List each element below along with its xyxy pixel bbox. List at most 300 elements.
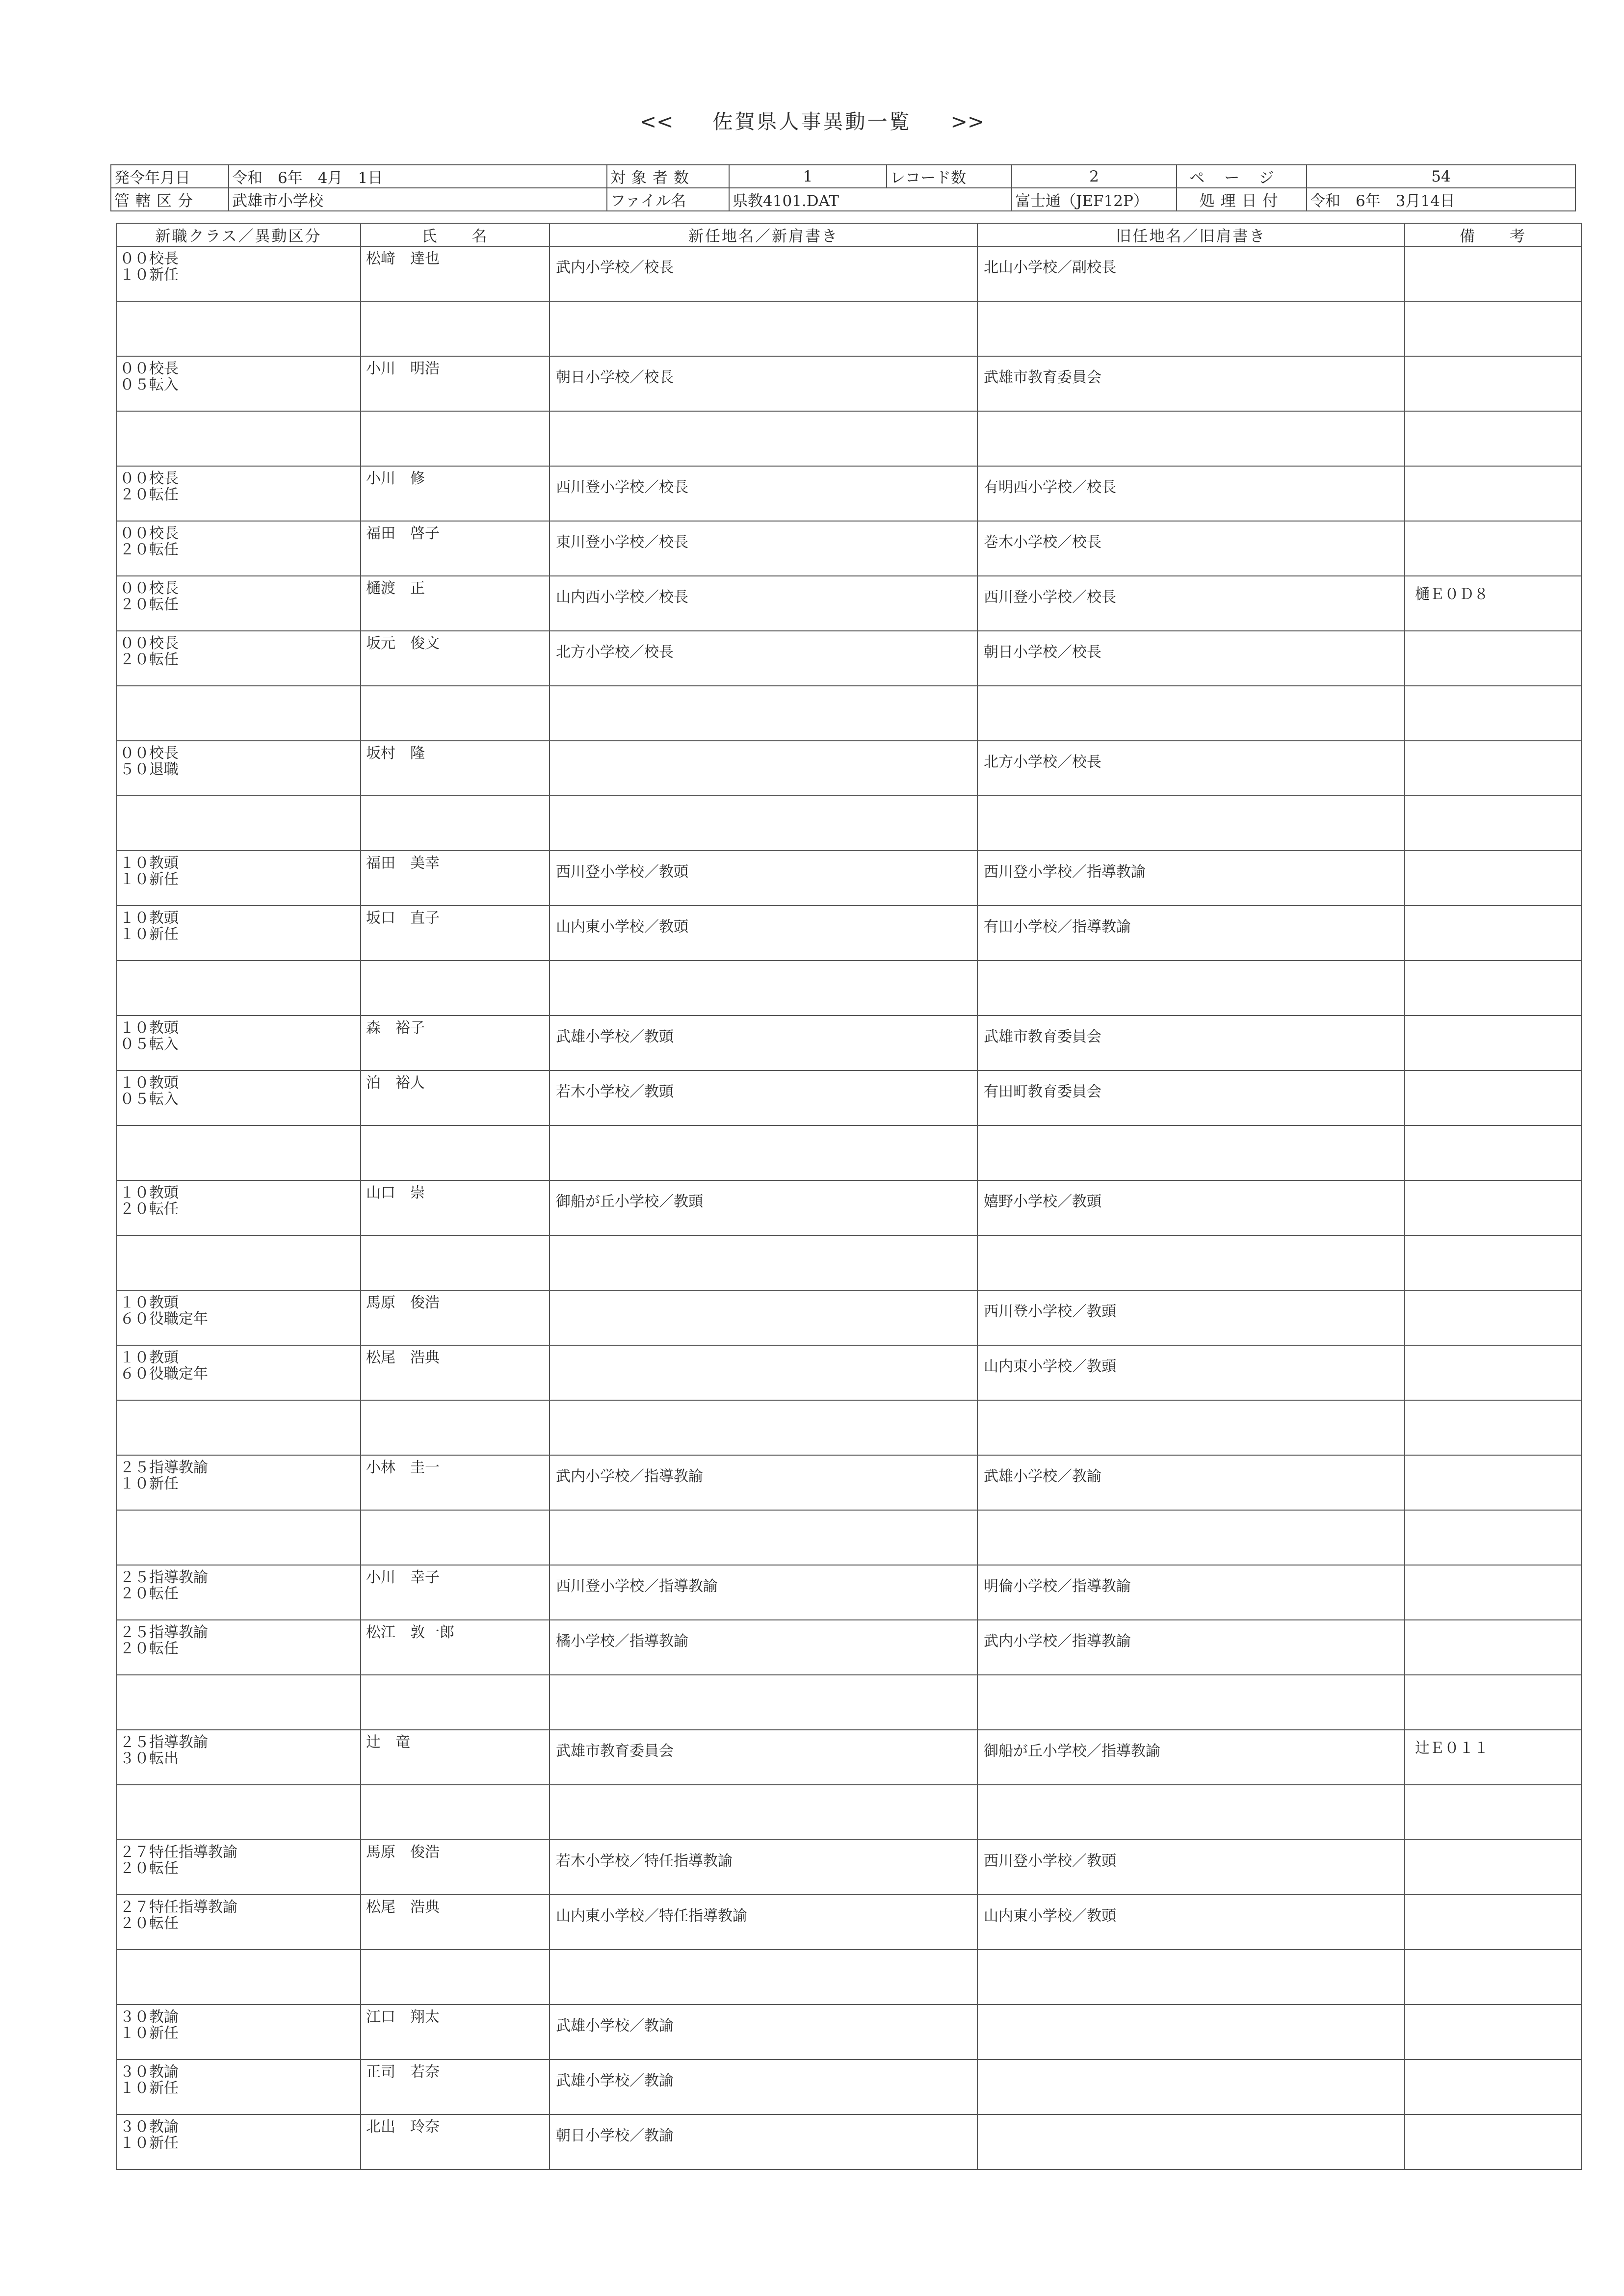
name-cell bbox=[361, 1235, 550, 1290]
remarks-cell-text bbox=[1405, 247, 1581, 257]
class-cell bbox=[116, 1070, 361, 1125]
remarks-cell-text bbox=[1405, 1840, 1581, 1850]
remarks-cell-text bbox=[1405, 741, 1581, 751]
old-post-cell-text: 御船が丘小学校／指導教諭 bbox=[984, 1743, 1160, 1760]
name-cell bbox=[361, 631, 550, 686]
new-post-cell-text: 北方小学校／校長 bbox=[556, 644, 674, 661]
class-cell bbox=[116, 1180, 361, 1235]
name-cell-text bbox=[361, 1236, 549, 1240]
old-post-cell bbox=[977, 521, 1405, 576]
old-post-cell bbox=[977, 1675, 1405, 1730]
table-row bbox=[116, 851, 1581, 906]
remarks-cell-text bbox=[1405, 2060, 1581, 2070]
name-cell bbox=[361, 1950, 550, 2005]
name-cell-text: 小川 幸子 bbox=[366, 1569, 440, 1586]
class-cell-text: １０教頭 ０５転入 bbox=[120, 1019, 179, 1053]
title-right-mark: >> bbox=[950, 110, 985, 133]
old-post-cell bbox=[977, 1235, 1405, 1290]
remarks-cell bbox=[1405, 1016, 1581, 1070]
old-post-cell bbox=[977, 1565, 1405, 1620]
remarks-cell-text bbox=[1405, 302, 1581, 312]
old-post-cell-text bbox=[978, 686, 1404, 699]
new-post-cell-text bbox=[550, 1675, 977, 1688]
file-label: ファイル名 bbox=[607, 188, 729, 211]
remarks-cell bbox=[1405, 741, 1581, 796]
remarks-cell bbox=[1405, 1950, 1581, 2005]
new-post-cell bbox=[550, 2060, 977, 2114]
table-row bbox=[116, 1730, 1581, 1785]
remarks-cell-text bbox=[1405, 1346, 1581, 1356]
page-label: ページ bbox=[1177, 165, 1307, 188]
old-post-cell bbox=[977, 961, 1405, 1016]
class-cell bbox=[116, 1895, 361, 1950]
class-cell-text: ００校長 ５０退職 bbox=[120, 745, 179, 778]
name-cell bbox=[361, 1180, 550, 1235]
name-cell-text: 馬原 俊浩 bbox=[366, 1844, 440, 1861]
table-row bbox=[116, 521, 1581, 576]
remarks-cell-text bbox=[1405, 796, 1581, 806]
table-row bbox=[116, 1290, 1581, 1345]
old-post-cell bbox=[977, 1016, 1405, 1070]
new-post-cell-text bbox=[550, 686, 977, 699]
class-cell bbox=[116, 1565, 361, 1620]
name-cell-text: 北出 玲奈 bbox=[366, 2118, 440, 2136]
old-post-cell bbox=[977, 906, 1405, 961]
new-post-cell bbox=[550, 356, 977, 411]
name-cell-text bbox=[361, 1401, 549, 1405]
table-row bbox=[116, 246, 1581, 301]
new-post-cell bbox=[550, 411, 977, 466]
new-post-cell-text bbox=[550, 796, 977, 809]
new-post-cell bbox=[550, 961, 977, 1016]
class-cell-text: ００校長 ２０転任 bbox=[120, 470, 179, 503]
table-row bbox=[116, 1345, 1581, 1400]
remarks-cell-text bbox=[1405, 1071, 1581, 1081]
old-post-cell bbox=[977, 796, 1405, 851]
remarks-cell bbox=[1405, 906, 1581, 961]
remarks-cell bbox=[1405, 631, 1581, 686]
name-cell bbox=[361, 741, 550, 796]
remarks-cell-text bbox=[1405, 1895, 1581, 1905]
new-post-cell bbox=[550, 851, 977, 906]
name-cell-text bbox=[361, 1511, 549, 1514]
new-post-cell bbox=[550, 1070, 977, 1125]
name-cell-text: 小川 修 bbox=[366, 470, 425, 487]
remarks-cell-text bbox=[1405, 1401, 1581, 1410]
remarks-cell bbox=[1405, 796, 1581, 851]
header-row-2 bbox=[111, 188, 1575, 211]
name-cell bbox=[361, 521, 550, 576]
name-cell bbox=[361, 466, 550, 521]
document-title bbox=[0, 105, 1624, 134]
name-cell bbox=[361, 2114, 550, 2169]
name-cell bbox=[361, 851, 550, 906]
name-cell-text: 坂村 隆 bbox=[366, 745, 425, 762]
new-post-cell bbox=[550, 2114, 977, 2169]
class-cell bbox=[116, 301, 361, 356]
old-post-cell bbox=[977, 631, 1405, 686]
remarks-cell bbox=[1405, 1235, 1581, 1290]
remarks-cell bbox=[1405, 1620, 1581, 1675]
class-cell bbox=[116, 521, 361, 576]
name-cell-text: 山口 崇 bbox=[366, 1184, 425, 1201]
old-post-cell-text: 朝日小学校／校長 bbox=[984, 644, 1101, 661]
new-post-cell-text bbox=[550, 1401, 977, 1413]
remarks-cell-text bbox=[1405, 522, 1581, 531]
name-cell bbox=[361, 301, 550, 356]
old-post-cell bbox=[977, 686, 1405, 741]
remarks-cell-text bbox=[1405, 467, 1581, 476]
old-post-cell-text bbox=[978, 1675, 1404, 1688]
name-cell bbox=[361, 1730, 550, 1785]
record-label: レコード数 bbox=[887, 165, 1012, 188]
new-post-cell bbox=[550, 1125, 977, 1180]
remarks-cell-text bbox=[1405, 1291, 1581, 1301]
remarks-cell bbox=[1405, 1125, 1581, 1180]
remarks-cell bbox=[1405, 1895, 1581, 1950]
old-post-cell-text: 有田町教育委員会 bbox=[984, 1083, 1101, 1100]
name-cell bbox=[361, 1290, 550, 1345]
class-cell bbox=[116, 1455, 361, 1510]
class-cell-text bbox=[117, 1785, 360, 1789]
remarks-cell-text bbox=[1405, 1236, 1581, 1246]
new-post-cell-text bbox=[550, 1346, 977, 1358]
class-cell bbox=[116, 1125, 361, 1180]
remarks-cell bbox=[1405, 246, 1581, 301]
remarks-cell bbox=[1405, 2060, 1581, 2114]
class-cell-text: ３０教諭 １０新任 bbox=[120, 2118, 179, 2152]
new-post-cell bbox=[550, 2005, 977, 2060]
table-row bbox=[116, 1016, 1581, 1070]
name-cell-text: 辻 竜 bbox=[366, 1734, 410, 1751]
class-cell bbox=[116, 1840, 361, 1895]
class-cell-text bbox=[117, 1950, 360, 1954]
class-cell bbox=[116, 1675, 361, 1730]
old-post-cell-text: 西川登小学校／教頭 bbox=[984, 1852, 1116, 1870]
old-post-cell bbox=[977, 1785, 1405, 1840]
old-post-cell-text: 北方小学校／校長 bbox=[984, 754, 1101, 771]
header-row-1 bbox=[111, 165, 1575, 188]
class-cell bbox=[116, 1016, 361, 1070]
remarks-cell bbox=[1405, 1565, 1581, 1620]
old-post-cell-text bbox=[978, 2115, 1404, 2128]
class-cell-text: ００校長 ０５転入 bbox=[120, 360, 179, 393]
title-text: 佐賀県人事異動一覧 bbox=[712, 110, 912, 133]
remarks-cell bbox=[1405, 356, 1581, 411]
new-post-cell bbox=[550, 1950, 977, 2005]
new-post-cell bbox=[550, 1730, 977, 1785]
new-post-cell-text bbox=[550, 1785, 977, 1798]
new-post-cell-text bbox=[550, 741, 977, 754]
new-post-cell bbox=[550, 741, 977, 796]
name-cell-text: 小林 圭一 bbox=[366, 1459, 440, 1476]
new-post-cell-text bbox=[550, 1950, 977, 1963]
new-post-cell bbox=[550, 1400, 977, 1455]
name-cell-text: 福田 美幸 bbox=[366, 855, 440, 872]
table-row bbox=[116, 2114, 1581, 2169]
name-cell-text: 正司 若奈 bbox=[366, 2063, 440, 2081]
remarks-cell-text bbox=[1405, 1511, 1581, 1520]
name-cell-text: 松尾 浩典 bbox=[366, 1899, 440, 1916]
new-post-cell bbox=[550, 1290, 977, 1345]
old-post-cell bbox=[977, 301, 1405, 356]
name-cell bbox=[361, 1620, 550, 1675]
kankatsu-value: 武雄市小学校 bbox=[229, 188, 607, 211]
remarks-cell bbox=[1405, 301, 1581, 356]
class-cell bbox=[116, 1950, 361, 2005]
new-post-cell bbox=[550, 1235, 977, 1290]
name-cell bbox=[361, 1840, 550, 1895]
remarks-cell-text bbox=[1405, 631, 1581, 641]
record-value: 2 bbox=[1012, 165, 1177, 188]
table-row bbox=[116, 741, 1581, 796]
remarks-cell-text: 辻Ｅ０１１ bbox=[1415, 1740, 1489, 1757]
name-cell bbox=[361, 1895, 550, 1950]
new-post-cell-text: 若木小学校／特任指導教諭 bbox=[556, 1852, 733, 1870]
old-post-cell-text: 武雄市教育委員会 bbox=[984, 1028, 1101, 1045]
name-cell bbox=[361, 411, 550, 466]
table-row bbox=[116, 1950, 1581, 2005]
new-post-cell bbox=[550, 686, 977, 741]
new-post-cell-text bbox=[550, 961, 977, 974]
table-row bbox=[116, 1620, 1581, 1675]
name-cell-text: 小川 明浩 bbox=[366, 360, 440, 377]
name-cell-text: 松﨑 達也 bbox=[366, 250, 440, 267]
old-post-cell-text bbox=[978, 2060, 1404, 2073]
table-row bbox=[116, 466, 1581, 521]
old-post-cell-text: 武雄小学校／教諭 bbox=[984, 1468, 1101, 1485]
class-cell bbox=[116, 1785, 361, 1840]
col-remarks-header: 備 考 bbox=[1405, 223, 1581, 246]
table-row bbox=[116, 1180, 1581, 1235]
class-cell-text: ２５指導教諭 ２０転任 bbox=[120, 1569, 208, 1602]
old-post-cell-text bbox=[978, 1950, 1404, 1963]
new-post-cell bbox=[550, 1785, 977, 1840]
class-cell-text bbox=[117, 1401, 360, 1405]
new-post-cell bbox=[550, 1895, 977, 1950]
name-cell-text: 森 裕子 bbox=[366, 1019, 425, 1037]
remarks-cell bbox=[1405, 1400, 1581, 1455]
old-post-cell-text bbox=[978, 1236, 1404, 1249]
remarks-cell-text bbox=[1405, 906, 1581, 916]
table-row bbox=[116, 1235, 1581, 1290]
class-cell bbox=[116, 1620, 361, 1675]
class-cell bbox=[116, 2005, 361, 2060]
remarks-cell-text bbox=[1405, 412, 1581, 421]
remarks-cell-text bbox=[1405, 686, 1581, 696]
table-row bbox=[116, 1510, 1581, 1565]
remarks-cell-text bbox=[1405, 1016, 1581, 1026]
table-row bbox=[116, 961, 1581, 1016]
hatsurei-value: 令和 6年 4月 1日 bbox=[229, 165, 607, 188]
name-cell bbox=[361, 1455, 550, 1510]
name-cell bbox=[361, 576, 550, 631]
class-cell-text bbox=[117, 686, 360, 690]
class-cell-text bbox=[117, 796, 360, 800]
name-cell bbox=[361, 796, 550, 851]
class-cell-text: ００校長 ２０転任 bbox=[120, 635, 179, 668]
kankatsu-label: 管轄区分 bbox=[111, 188, 229, 211]
remarks-cell bbox=[1405, 2114, 1581, 2169]
old-post-cell bbox=[977, 576, 1405, 631]
col-old-post-header: 旧任地名／旧肩書き bbox=[977, 223, 1405, 246]
remarks-cell bbox=[1405, 686, 1581, 741]
remarks-cell-text bbox=[1405, 1126, 1581, 1136]
title-left-mark: << bbox=[639, 110, 674, 133]
new-post-cell bbox=[550, 1016, 977, 1070]
class-cell bbox=[116, 1345, 361, 1400]
new-post-cell-text bbox=[550, 412, 977, 424]
class-cell-text bbox=[117, 412, 360, 416]
shori-value: 令和 6年 3月14日 bbox=[1307, 188, 1575, 211]
class-cell bbox=[116, 961, 361, 1016]
old-post-cell bbox=[977, 1400, 1405, 1455]
remarks-cell bbox=[1405, 1455, 1581, 1510]
table-row bbox=[116, 356, 1581, 411]
remarks-cell bbox=[1405, 1675, 1581, 1730]
new-post-cell-text: 若木小学校／教頭 bbox=[556, 1083, 674, 1100]
class-cell bbox=[116, 851, 361, 906]
remarks-cell bbox=[1405, 521, 1581, 576]
table-row bbox=[116, 1070, 1581, 1125]
old-post-cell-text bbox=[978, 1511, 1404, 1523]
new-post-cell-text: 橘小学校／指導教諭 bbox=[556, 1633, 688, 1650]
old-post-cell-text: 明倫小学校／指導教諭 bbox=[984, 1578, 1131, 1595]
old-post-cell-text: 山内東小学校／教頭 bbox=[984, 1907, 1116, 1925]
old-post-cell-text: 西川登小学校／指導教諭 bbox=[984, 863, 1146, 881]
col-name-header: 氏 名 bbox=[361, 223, 550, 246]
class-cell-text: ００校長 ２０転任 bbox=[120, 580, 179, 613]
class-cell bbox=[116, 466, 361, 521]
remarks-cell bbox=[1405, 961, 1581, 1016]
table-row bbox=[116, 1785, 1581, 1840]
name-cell bbox=[361, 1785, 550, 1840]
new-post-cell bbox=[550, 1620, 977, 1675]
old-post-cell-text: 有明西小学校／校長 bbox=[984, 479, 1116, 496]
remarks-cell-text bbox=[1405, 357, 1581, 366]
old-post-cell bbox=[977, 466, 1405, 521]
old-post-cell-text: 西川登小学校／教頭 bbox=[984, 1303, 1116, 1320]
name-cell-text: 松江 敦一郎 bbox=[366, 1624, 454, 1641]
new-post-cell-text: 御船が丘小学校／教頭 bbox=[556, 1193, 703, 1210]
column-header-row bbox=[116, 223, 1581, 246]
shori-label: 処理日付 bbox=[1177, 188, 1307, 211]
class-cell bbox=[116, 1510, 361, 1565]
new-post-cell bbox=[550, 576, 977, 631]
file-value: 県教4101.DAT bbox=[729, 188, 1012, 211]
new-post-cell-text: 朝日小学校／教諭 bbox=[556, 2127, 674, 2144]
table-row bbox=[116, 1840, 1581, 1895]
class-cell-text bbox=[117, 961, 360, 965]
new-post-cell bbox=[550, 1675, 977, 1730]
class-cell-text bbox=[117, 1675, 360, 1679]
table-body bbox=[116, 246, 1581, 2169]
table-row bbox=[116, 411, 1581, 466]
old-post-cell-text bbox=[978, 796, 1404, 809]
old-post-cell bbox=[977, 1070, 1405, 1125]
name-cell-text bbox=[361, 796, 549, 800]
name-cell-text bbox=[361, 961, 549, 965]
new-post-cell-text: 武内小学校／校長 bbox=[556, 259, 674, 276]
new-post-cell-text: 武雄小学校／教諭 bbox=[556, 2072, 674, 2089]
new-post-cell-text: 西川登小学校／教頭 bbox=[556, 863, 688, 881]
class-cell bbox=[116, 1235, 361, 1290]
name-cell bbox=[361, 1345, 550, 1400]
remarks-cell bbox=[1405, 576, 1581, 631]
remarks-cell bbox=[1405, 2005, 1581, 2060]
remarks-cell-text bbox=[1405, 1181, 1581, 1191]
system-value: 富士通（JEF12P） bbox=[1012, 188, 1177, 211]
name-cell bbox=[361, 961, 550, 1016]
name-cell-text bbox=[361, 1126, 549, 1130]
class-cell-text bbox=[117, 1236, 360, 1240]
remarks-cell bbox=[1405, 1840, 1581, 1895]
name-cell-text: 泊 裕人 bbox=[366, 1074, 425, 1092]
class-cell bbox=[116, 741, 361, 796]
old-post-cell bbox=[977, 1950, 1405, 2005]
class-cell bbox=[116, 631, 361, 686]
remarks-cell-text bbox=[1405, 1785, 1581, 1795]
remarks-cell-text bbox=[1405, 1950, 1581, 1960]
name-cell-text: 馬原 俊浩 bbox=[366, 1294, 440, 1311]
new-post-cell bbox=[550, 796, 977, 851]
class-cell bbox=[116, 686, 361, 741]
class-cell-text: ００校長 ２０転任 bbox=[120, 525, 179, 558]
new-post-cell-text: 西川登小学校／校長 bbox=[556, 479, 688, 496]
new-post-cell bbox=[550, 246, 977, 301]
name-cell-text: 樋渡 正 bbox=[366, 580, 425, 597]
new-post-cell-text bbox=[550, 302, 977, 314]
remarks-cell bbox=[1405, 1290, 1581, 1345]
remarks-cell-text bbox=[1405, 1565, 1581, 1575]
old-post-cell-text bbox=[978, 412, 1404, 424]
new-post-cell-text bbox=[550, 1236, 977, 1249]
header-info-table bbox=[110, 164, 1576, 211]
table-row bbox=[116, 301, 1581, 356]
class-cell bbox=[116, 356, 361, 411]
new-post-cell-text: 武雄小学校／教頭 bbox=[556, 1028, 674, 1045]
old-post-cell bbox=[977, 851, 1405, 906]
name-cell bbox=[361, 2060, 550, 2114]
name-cell bbox=[361, 906, 550, 961]
class-cell-text: ２５指導教諭 １０新任 bbox=[120, 1459, 208, 1492]
class-cell-text: １０教頭 １０新任 bbox=[120, 855, 179, 888]
name-cell-text bbox=[361, 1675, 549, 1679]
name-cell bbox=[361, 2005, 550, 2060]
table-row bbox=[116, 906, 1581, 961]
new-post-cell bbox=[550, 1345, 977, 1400]
old-post-cell-text: 西川登小学校／校長 bbox=[984, 589, 1116, 606]
old-post-cell-text: 北山小学校／副校長 bbox=[984, 259, 1116, 276]
old-post-cell bbox=[977, 356, 1405, 411]
new-post-cell-text: 東川登小学校／校長 bbox=[556, 534, 688, 551]
class-cell-text: １０教頭 ６０役職定年 bbox=[120, 1294, 208, 1328]
name-cell bbox=[361, 1675, 550, 1730]
table-row bbox=[116, 1895, 1581, 1950]
remarks-cell bbox=[1405, 411, 1581, 466]
class-cell-text: １０教頭 ６０役職定年 bbox=[120, 1349, 208, 1383]
name-cell bbox=[361, 1565, 550, 1620]
name-cell bbox=[361, 1016, 550, 1070]
old-post-cell bbox=[977, 1290, 1405, 1345]
class-cell bbox=[116, 1730, 361, 1785]
name-cell-text: 坂元 俊文 bbox=[366, 635, 440, 652]
class-cell-text: ２７特任指導教諭 ２０転任 bbox=[120, 1844, 237, 1877]
class-cell bbox=[116, 246, 361, 301]
new-post-cell-text: 山内東小学校／特任指導教諭 bbox=[556, 1907, 747, 1925]
class-cell-text: ２７特任指導教諭 ２０転任 bbox=[120, 1899, 237, 1932]
name-cell-text bbox=[361, 412, 549, 416]
